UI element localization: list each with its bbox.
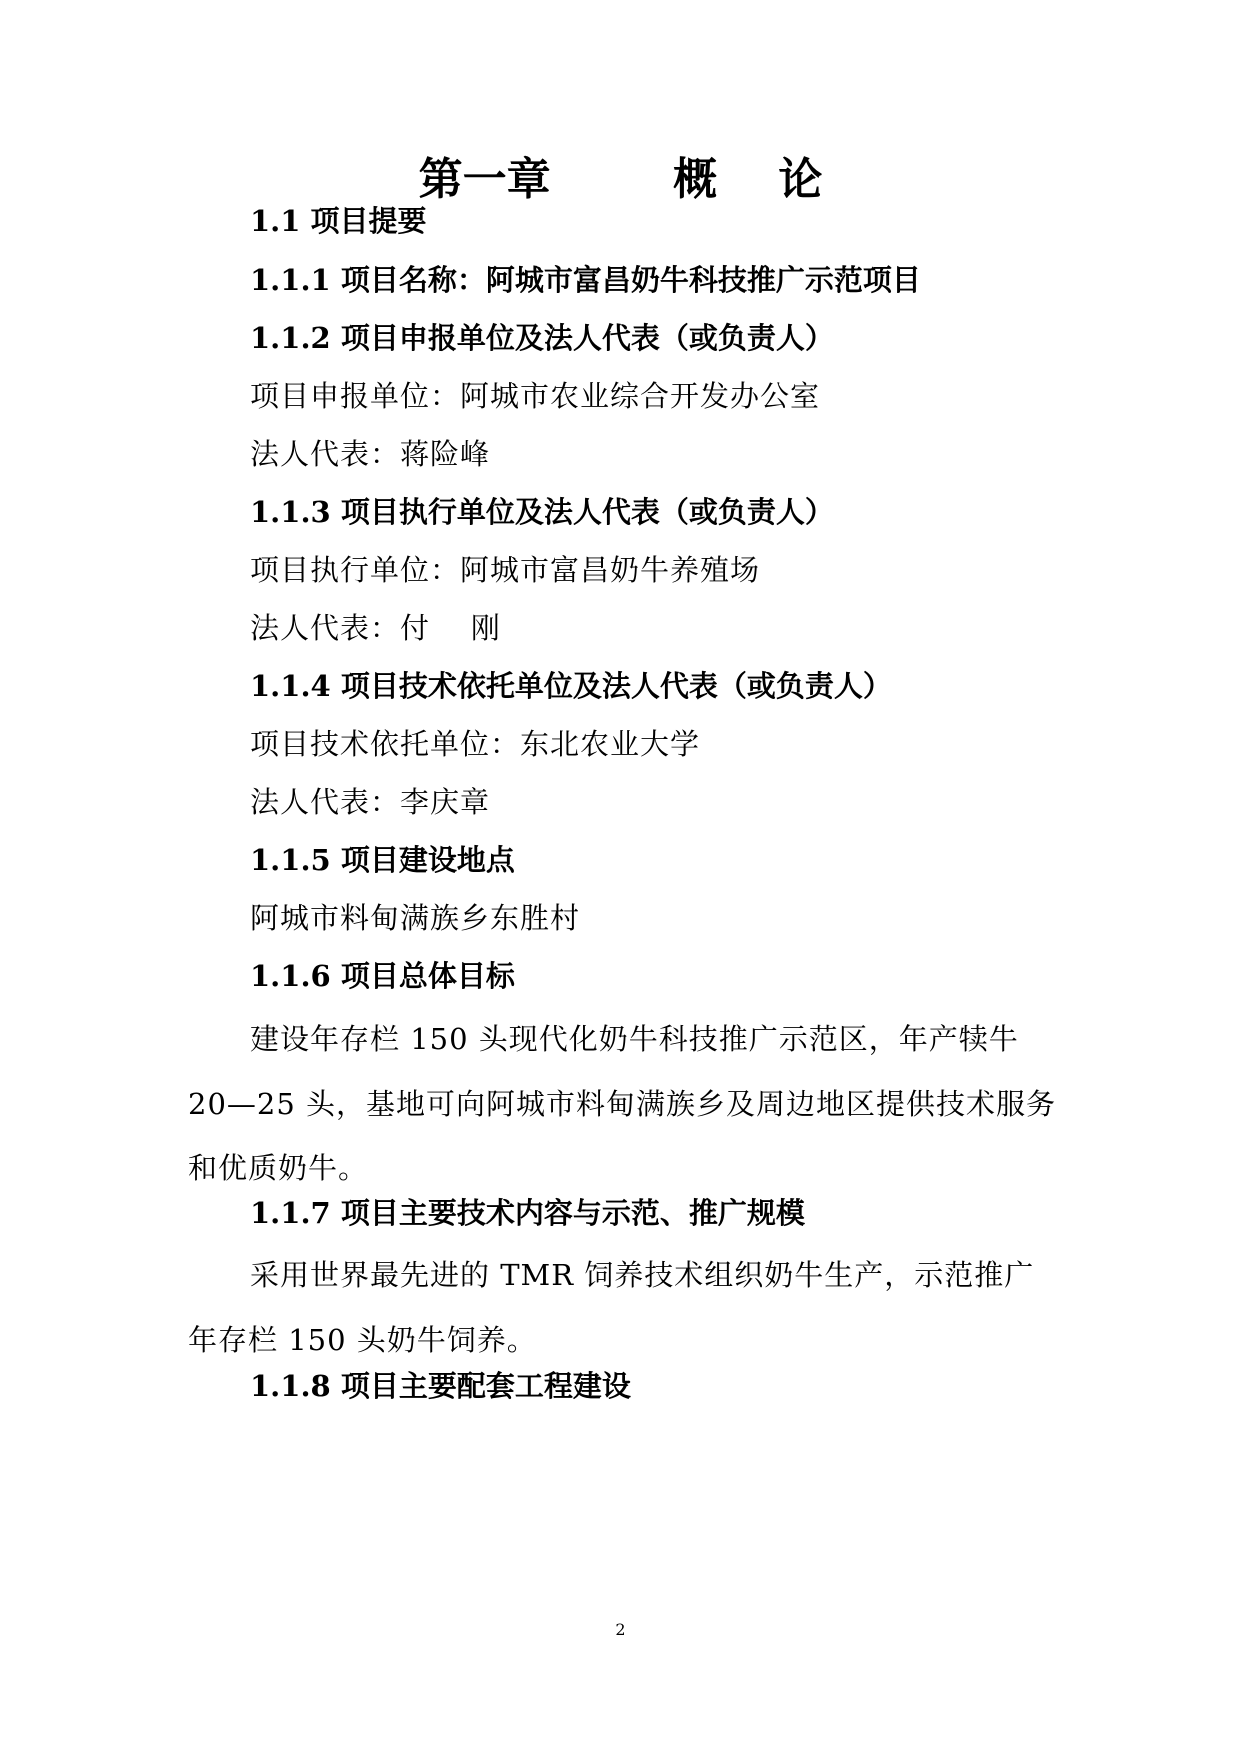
construction-location-line: 阿城市料甸满族乡东胜村 [250, 901, 581, 935]
section-heading-1-1-1: 1.1.1 项目名称：阿城市富昌奶牛科技推广示范项目 [250, 263, 921, 297]
chapter-title: 第一章 概 论 [418, 154, 823, 205]
section-heading-1-1: 1.1 项目提要 [250, 204, 427, 238]
technical-support-representative-line: 法人代表：李庆章 [250, 785, 491, 819]
technical-content-paragraph: 采用世界最先进的 TMR 饲养技术组织奶牛生产，示范推广年存栏 150 头奶牛饲养。 [188, 1258, 1035, 1357]
technical-support-unit-line: 项目技术依托单位：东北农业大学 [250, 727, 701, 761]
section-heading-1-1-5: 1.1.5 项目建设地点 [250, 843, 515, 877]
executing-representative-line: 法人代表：付 刚 [250, 611, 501, 645]
applicant-representative-line: 法人代表：蒋险峰 [250, 437, 491, 471]
section-heading-1-1-4: 1.1.4 项目技术依托单位及法人代表（或负责人） [250, 669, 892, 703]
section-heading-1-1-6: 1.1.6 项目总体目标 [250, 959, 515, 993]
executing-unit-line: 项目执行单位：阿城市富昌奶牛养殖场 [250, 553, 761, 587]
section-heading-1-1-7: 1.1.7 项目主要技术内容与示范、推广规模 [250, 1196, 805, 1230]
section-heading-1-1-3: 1.1.3 项目执行单位及法人代表（或负责人） [250, 495, 834, 529]
section-heading-1-1-2: 1.1.2 项目申报单位及法人代表（或负责人） [250, 321, 834, 355]
page-number: 2 [615, 1620, 626, 1639]
applicant-unit-line: 项目申报单位：阿城市农业综合开发办公室 [250, 379, 821, 413]
section-heading-1-1-8: 1.1.8 项目主要配套工程建设 [250, 1369, 631, 1403]
overall-goal-paragraph: 建设年存栏 150 头现代化奶牛科技推广示范区，年产犊牛 20—25 头，基地可向阿城市料甸满族乡及周边地区提供技术服务和优质奶牛。 [188, 1022, 1057, 1185]
